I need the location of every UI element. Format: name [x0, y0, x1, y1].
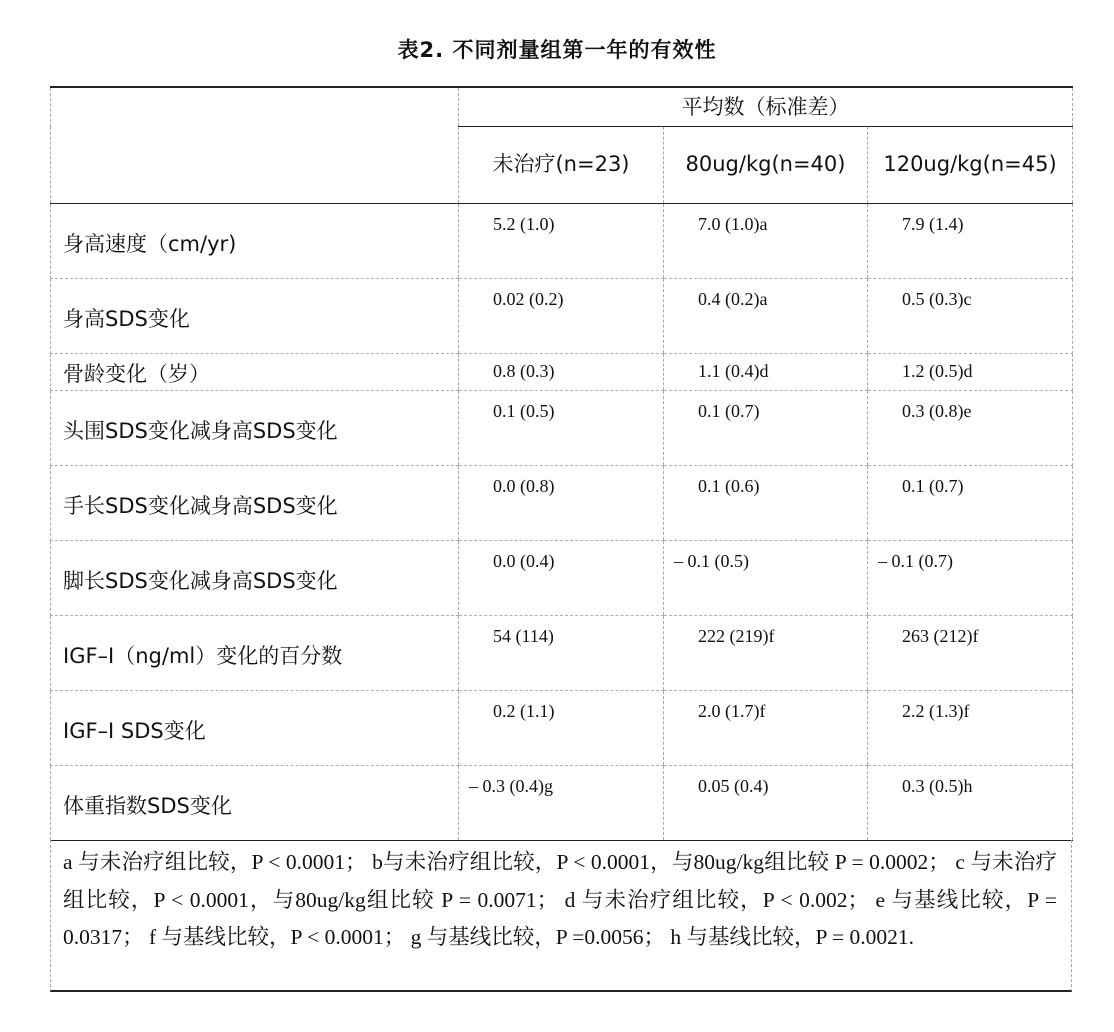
cell-value: 0.2 (1.1)	[459, 691, 664, 766]
column-header-untreated: 未治疗(n=23)	[459, 127, 664, 204]
row-label-text: 头围SDS变化减身高SDS变化	[63, 419, 338, 443]
footnote: a 与未治疗组比较，P < 0.0001； b与未治疗组比较，P < 0.0001，与80ug/kg组比较 P = 0.0002； c 与未治疗组比较，P < 0.0001，与80ug/kg组比较 P = 0.0071； d 与未治疗组比较，P < 0.002； e 与基线比较，P = 0.0317； f 与基线比较，P < 0.0001； g 与基线比较，P =0.0056； h 与基线比较，P = 0.0021.	[50, 840, 1072, 992]
efficacy-table	[50, 86, 1073, 841]
row-label-text: 手长SDS变化减身高SDS变化	[63, 494, 338, 518]
table-row	[51, 391, 1073, 466]
cell-value: 54 (114)	[459, 616, 664, 691]
cell-value: 0.3 (0.8)e	[868, 391, 1073, 466]
cell-value: – 0.1 (0.5)	[664, 541, 868, 616]
column-header-120ug: 120ug/kg(n=45)	[868, 127, 1073, 204]
row-label-text: 脚长SDS变化减身高SDS变化	[63, 569, 338, 593]
row-label-text: IGF–I SDS变化	[63, 719, 206, 743]
header-blank-cell	[51, 87, 459, 204]
cell-value: 2.2 (1.3)f	[868, 691, 1073, 766]
cell-value: 7.9 (1.4)	[868, 204, 1073, 279]
table-row	[51, 541, 1073, 616]
cell-value: 0.4 (0.2)a	[664, 279, 868, 354]
cell-value: 0.0 (0.4)	[459, 541, 664, 616]
row-label	[51, 391, 459, 466]
row-label	[51, 616, 459, 691]
row-label	[51, 354, 459, 391]
table-row	[51, 204, 1073, 279]
cell-value: 0.3 (0.5)h	[868, 766, 1073, 841]
cell-value: 5.2 (1.0)	[459, 204, 664, 279]
cell-value: 7.0 (1.0)a	[664, 204, 868, 279]
column-header-80ug: 80ug/kg(n=40)	[664, 127, 868, 204]
cell-value: – 0.1 (0.7)	[868, 541, 1073, 616]
row-label-text: IGF–I（ng/ml）变化的百分数	[63, 644, 343, 668]
cell-value: 0.05 (0.4)	[664, 766, 868, 841]
cell-value: – 0.3 (0.4)g	[459, 766, 664, 841]
row-label-text: 骨龄变化（岁）	[63, 362, 210, 386]
cell-value: 0.5 (0.3)c	[868, 279, 1073, 354]
table-row	[51, 466, 1073, 541]
cell-value: 0.1 (0.6)	[664, 466, 868, 541]
table-title: 表2. 不同剂量组第一年的有效性	[397, 38, 717, 62]
row-label-text: 体重指数SDS变化	[63, 794, 232, 818]
cell-value: 2.0 (1.7)f	[664, 691, 868, 766]
table-row	[51, 766, 1073, 841]
cell-value: 0.1 (0.7)	[868, 466, 1073, 541]
table-row	[51, 354, 1073, 391]
row-label	[51, 766, 459, 841]
row-label-text: 身高速度（cm/yr)	[63, 232, 237, 256]
cell-value: 0.02 (0.2)	[459, 279, 664, 354]
cell-value: 1.1 (0.4)d	[664, 354, 868, 391]
cell-value: 263 (212)f	[868, 616, 1073, 691]
cell-value: 1.2 (0.5)d	[868, 354, 1073, 391]
group-header: 平均数（标准差）	[459, 87, 1073, 127]
cell-value: 222 (219)f	[664, 616, 868, 691]
row-label	[51, 279, 459, 354]
cell-value: 0.1 (0.5)	[459, 391, 664, 466]
table-row	[51, 691, 1073, 766]
row-label	[51, 691, 459, 766]
row-label	[51, 541, 459, 616]
row-label-text: 身高SDS变化	[63, 307, 190, 331]
row-label	[51, 466, 459, 541]
table-row	[51, 279, 1073, 354]
row-label	[51, 204, 459, 279]
cell-value: 0.1 (0.7)	[664, 391, 868, 466]
cell-value: 0.0 (0.8)	[459, 466, 664, 541]
table-row	[51, 616, 1073, 691]
cell-value: 0.8 (0.3)	[459, 354, 664, 391]
